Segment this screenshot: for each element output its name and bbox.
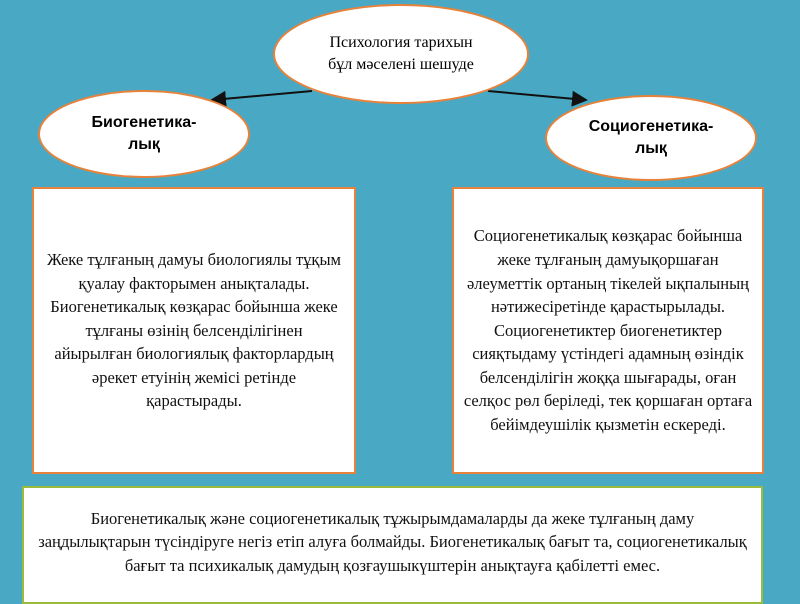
conclusion-text: Биогенетикалық және социогенетикалық тұжырымдамаларды да жеке тұлғаның даму заңдылықтарын түсіндіруге негіз етіп алуға болмайды. Биогенетикалық бағыт та, социогенетикалық бағыт та психикалық дамудың қозғаушыкүштерін анықтауға қабілетті емес. (38, 508, 747, 575)
arrow-to-sociogenetic (488, 91, 586, 100)
biogenetic-description-box (32, 187, 356, 474)
conclusion-box (22, 486, 763, 604)
biogenetic-title: Биогенетика-лық (91, 114, 197, 153)
sociogenetic-description-box (452, 187, 764, 474)
arrow-to-biogenetic (212, 91, 312, 100)
central-question-ellipse (273, 4, 529, 104)
sociogenetic-description: Социогенетикалық көзқарас бойынша жеке тұлғаның дамуықоршаған әлеуметтік ортаның тікелей ықпалының нәтижесіретінде қарастырылады. Социогенетиктер биогенетиктер сияқтыдаму үстіндегі адамның өзіндік белсенділігін жоққа шығарады, оған селқос рөл беріледі, тек қоршаған ортаға бейімдеушілік қызметін ескереді. (463, 226, 753, 435)
biogenetic-ellipse (38, 90, 250, 178)
sociogenetic-ellipse (545, 95, 757, 181)
sociogenetic-title: Социогенетика-лық (588, 118, 714, 157)
biogenetic-description: Жеке тұлғаның дамуы биологиялы тұқым қуалау факторымен анықталады. Биогенетикалық көзқарас бойынша жеке тұлғаны өзінің белсенділігінен айырылған биологиялық факторлардың әрекет етуінің жемісі ретінде қарастырады. (47, 250, 341, 411)
central-question-text: Психология тарихын бұл мәселені шешуде (328, 34, 474, 73)
